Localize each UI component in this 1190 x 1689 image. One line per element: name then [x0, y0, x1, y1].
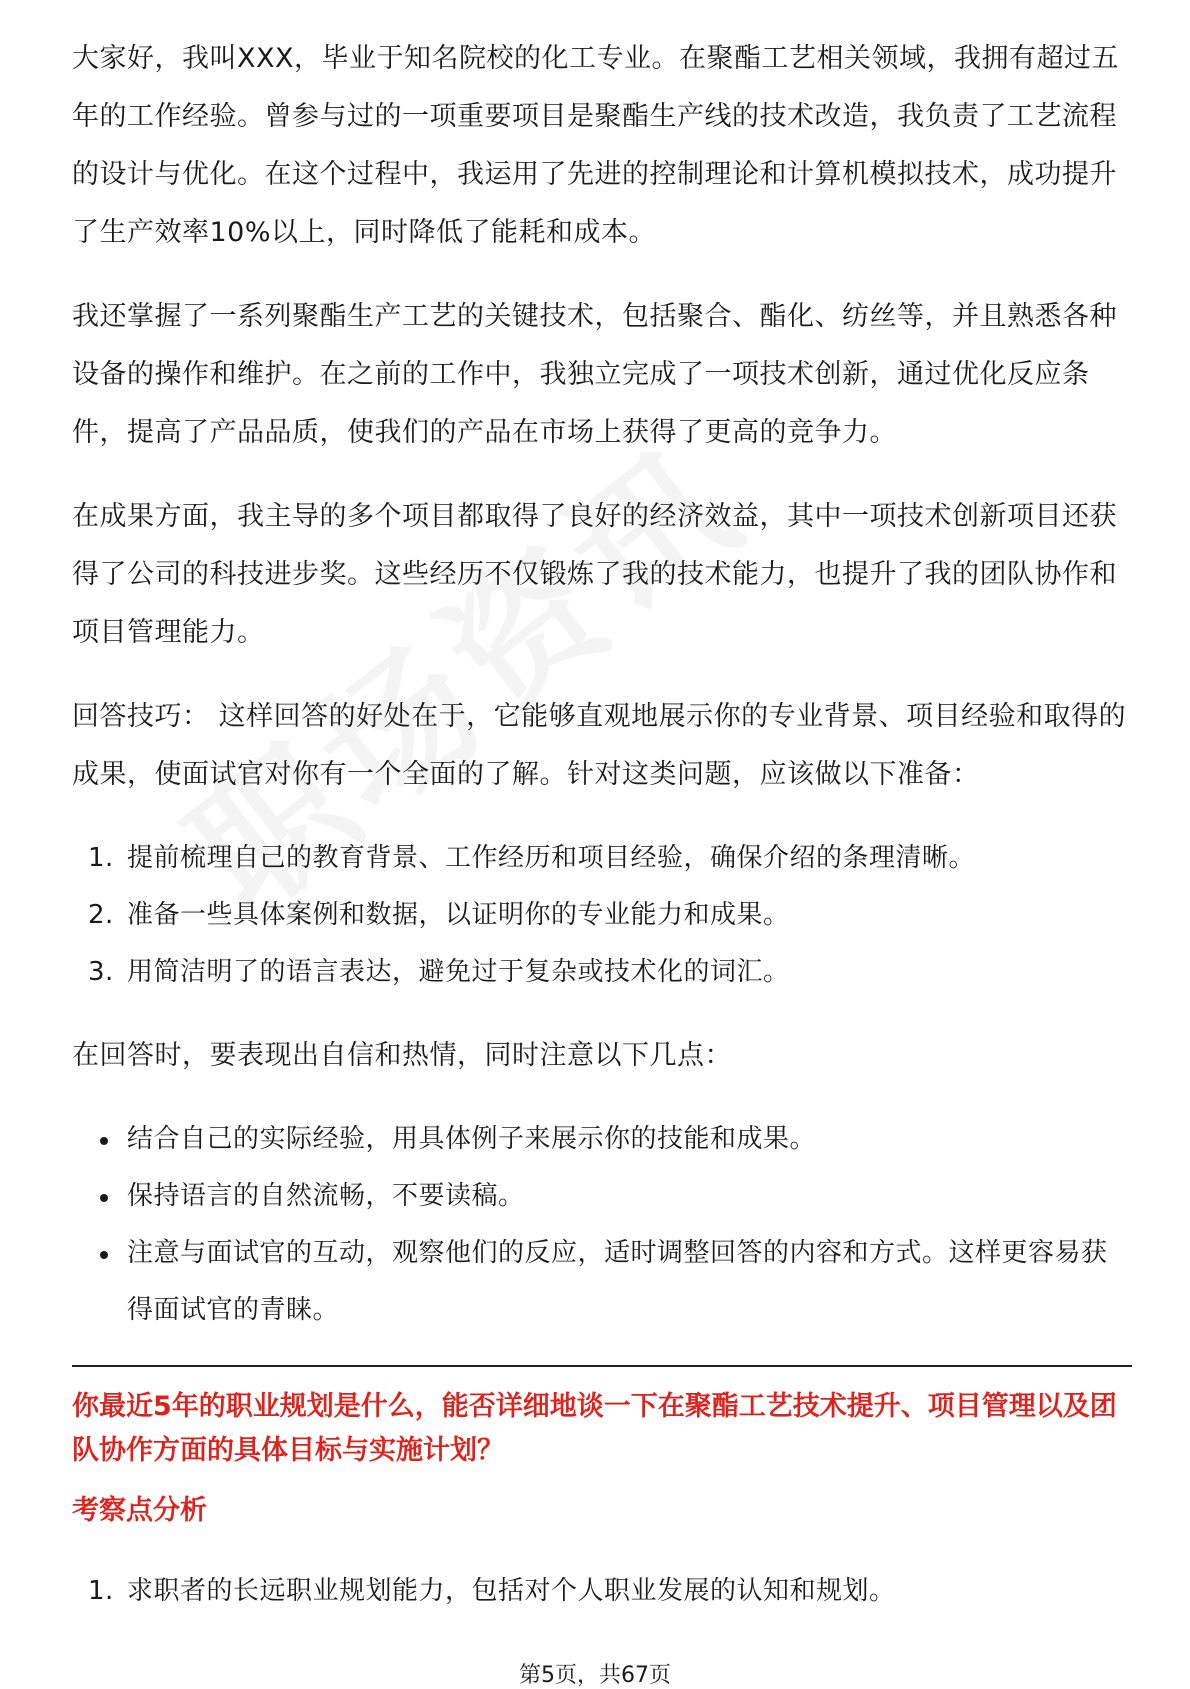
list-number: 2. [88, 900, 114, 930]
list-item [72, 1225, 1132, 1339]
list-item-text: 保持语言的自然流畅，不要读稿。 [127, 1181, 525, 1211]
bullet-icon [100, 1251, 108, 1259]
list-item-text: 求职者的长远职业规划能力，包括对个人职业发展的认知和规划。 [127, 1576, 896, 1606]
paragraph-answer-intro: 在回答时，要表现出自信和热情，同时注意以下几点： [72, 1040, 732, 1071]
section-divider [72, 1365, 1132, 1367]
list-item-text: 结合自己的实际经验，用具体例子来展示你的技能和成果。 [127, 1124, 817, 1154]
list-item [72, 887, 1132, 944]
list-number: 1. [88, 1576, 114, 1606]
list-item [72, 1168, 1132, 1225]
page-footer: 第5页，共67页 [519, 1663, 671, 1688]
page-content [72, 30, 1132, 1646]
list-item-text: 注意与面试官的互动，观察他们的反应，适时调整回答的内容和方式。这样更容易获得面试官的青睐。 [127, 1238, 1108, 1325]
list-item-text: 准备一些具体案例和数据，以证明你的专业能力和成果。 [127, 900, 790, 930]
bullet-icon [100, 1194, 108, 1202]
question-heading: 你最近5年的职业规划是什么，能否详细地谈一下在聚酯工艺技术提升、项目管理以及团队协作方面的具体目标与实施计划？ [72, 1391, 1117, 1466]
list-item [72, 1111, 1132, 1168]
analysis-list [72, 1563, 1132, 1620]
list-item [72, 1563, 1132, 1620]
paragraph-skills: 我还掌握了一系列聚酯生产工艺的关键技术，包括聚合、酯化、纺丝等，并且熟悉各种设备的操作和维护。在之前的工作中，我独立完成了一项技术创新，通过优化反应条件，提高了产品品质，使我们的产品在市场上获得了更高的竞争力。 [72, 301, 1117, 448]
prep-list [72, 830, 1132, 1001]
bullet-icon [100, 1137, 108, 1145]
list-item [72, 944, 1132, 1001]
paragraph-achievements: 在成果方面，我主导的多个项目都取得了良好的经济效益，其中一项技术创新项目还获得了公司的科技进步奖。这些经历不仅锻炼了我的技术能力，也提升了我的团队协作和项目管理能力。 [72, 501, 1117, 648]
list-item-text: 用简洁明了的语言表达，避免过于复杂或技术化的词汇。 [127, 957, 790, 987]
list-number: 3. [88, 957, 114, 987]
paragraph-answer-tips: 回答技巧： 这样回答的好处在于，它能够直观地展示你的专业背景、项目经验和取得的成果，使面试官对你有一个全面的了解。针对这类问题，应该做以下准备： [72, 701, 1127, 790]
list-item-text: 提前梳理自己的教育背景、工作经历和项目经验，确保介绍的条理清晰。 [127, 843, 976, 873]
analysis-heading: 考察点分析 [72, 1495, 207, 1526]
tips-list [72, 1111, 1132, 1339]
list-number: 1. [88, 843, 114, 873]
paragraph-intro: 大家好，我叫XXX，毕业于知名院校的化工专业。在聚酯工艺相关领域，我拥有超过五年的工作经验。曾参与过的一项重要项目是聚酯生产线的技术改造，我负责了工艺流程的设计与优化。在这个过程中，我运用了先进的控制理论和计算机模拟技术，成功提升了生产效率10%以上，同时降低了能耗和成本。 [72, 43, 1119, 248]
list-item [72, 830, 1132, 887]
